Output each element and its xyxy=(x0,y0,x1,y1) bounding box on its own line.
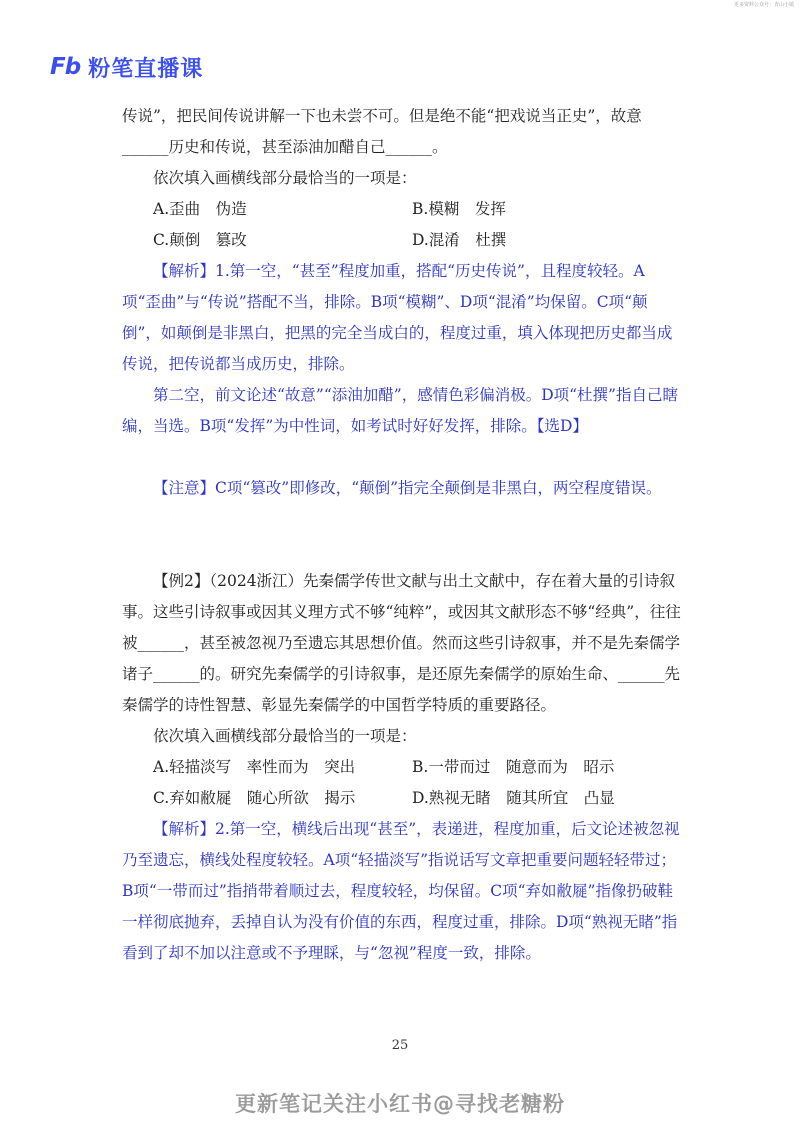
q1-option-a: A.歪曲 伪造 xyxy=(153,200,247,218)
q1-option-d: D.混淆 杜撰 xyxy=(412,231,507,249)
brand-title: 粉笔直播课 xyxy=(88,56,204,82)
q1-stem-line-1: 传说”，把民间传说讲解一下也未尝不可。但是绝不能“把戏说当正史”，故意 xyxy=(122,107,642,125)
q2-option-c: C.弃如敝屣 随心所欲 揭示 xyxy=(153,789,356,807)
spacer xyxy=(122,504,682,566)
q1-options-row-2 xyxy=(122,225,682,256)
q2-option-a: A.轻描淡写 率性而为 突出 xyxy=(153,758,356,776)
q1-option-b: B.模糊 发挥 xyxy=(412,200,506,218)
q2-options-row-2 xyxy=(122,783,682,814)
q2-option-d: D.熟视无睹 随其所宜 凸显 xyxy=(412,789,615,807)
q2-analysis: 【解析】2.第一空，横线后出现“甚至”，表递进，程度加重，后文论述被忽视乃至遗忘，横线处程度较轻。A项“轻描淡写”指说话写文章把重要问题轻轻带过；B项“一带而过”指捎带着顺过去，程度较轻，均保留。C项“弃如敝屣”指像扔破鞋一样彻底抛弃，丢掉自认为没有价值的东西，程度过重，排除。D项“熟视无睹”指看到了却不加以注意或不予理睬，与“忽视”程度一致，排除。 xyxy=(122,820,680,962)
q2-option-b: B.一带而过 随意而为 昭示 xyxy=(412,758,615,776)
fenbi-logo-icon: Fb xyxy=(50,54,81,80)
top-note: 更多资料公众号：青山小镇 xyxy=(733,2,794,8)
q2-options-row-1 xyxy=(122,752,682,783)
page-number: 25 xyxy=(391,1038,409,1053)
footer-watermark: 更新笔记关注小红书@寻找老糖粉 xyxy=(235,1092,565,1116)
page-header xyxy=(50,52,203,82)
q2-stem: 【例2】（2024浙江）先秦儒学传世文献与出土文献中，存在着大量的引诗叙事。这些引诗叙事或因其义理方式不够“纯粹”，或因其文献形态不够“经典”，往往被______，甚至被忽视乃至遗忘其思想价值。然而这些引诗叙事，并不是先秦儒学诸子______的。研究先秦儒学的引诗叙事，是还原先秦儒学的原始生命、______先秦儒学的诗性智慧、彰显先秦儒学的中国哲学特质的重要路径。 xyxy=(122,572,681,714)
spacer xyxy=(122,442,682,473)
q1-note: 【注意】C项“篡改”即修改，“颠倒”指完全颠倒是非黑白，两空程度错误。 xyxy=(153,479,662,497)
q1-option-c: C.颠倒 篡改 xyxy=(153,231,247,249)
q1-prompt: 依次填入画横线部分最恰当的一项是： xyxy=(153,169,417,187)
q1-options-row-1 xyxy=(122,194,682,225)
q2-prompt: 依次填入画横线部分最恰当的一项是： xyxy=(153,727,417,745)
q1-analysis-1: 【解析】1.第一空，“甚至”程度加重，搭配“历史传说”，且程度较轻。A项“歪曲”与“传说”搭配不当，排除。B项“模糊”、D项“混淆”均保留。C项“颠倒”，如颠倒是非黑白，把黑的完全当成白的，程度过重，填入体现把历史都当成传说，把传说都当成历史，排除。 xyxy=(122,262,673,373)
document-body xyxy=(122,101,682,969)
q1-stem-line-2: ______历史和传说，甚至添油加醋自己______。 xyxy=(122,138,448,156)
q1-analysis-2: 第二空，前文论述“故意”“添油加醋”，感情色彩偏消极。D项“杜撰”指自己瞎编，当选。B项“发挥”为中性词，如考试时好好发挥，排除。【选D】 xyxy=(122,386,678,435)
